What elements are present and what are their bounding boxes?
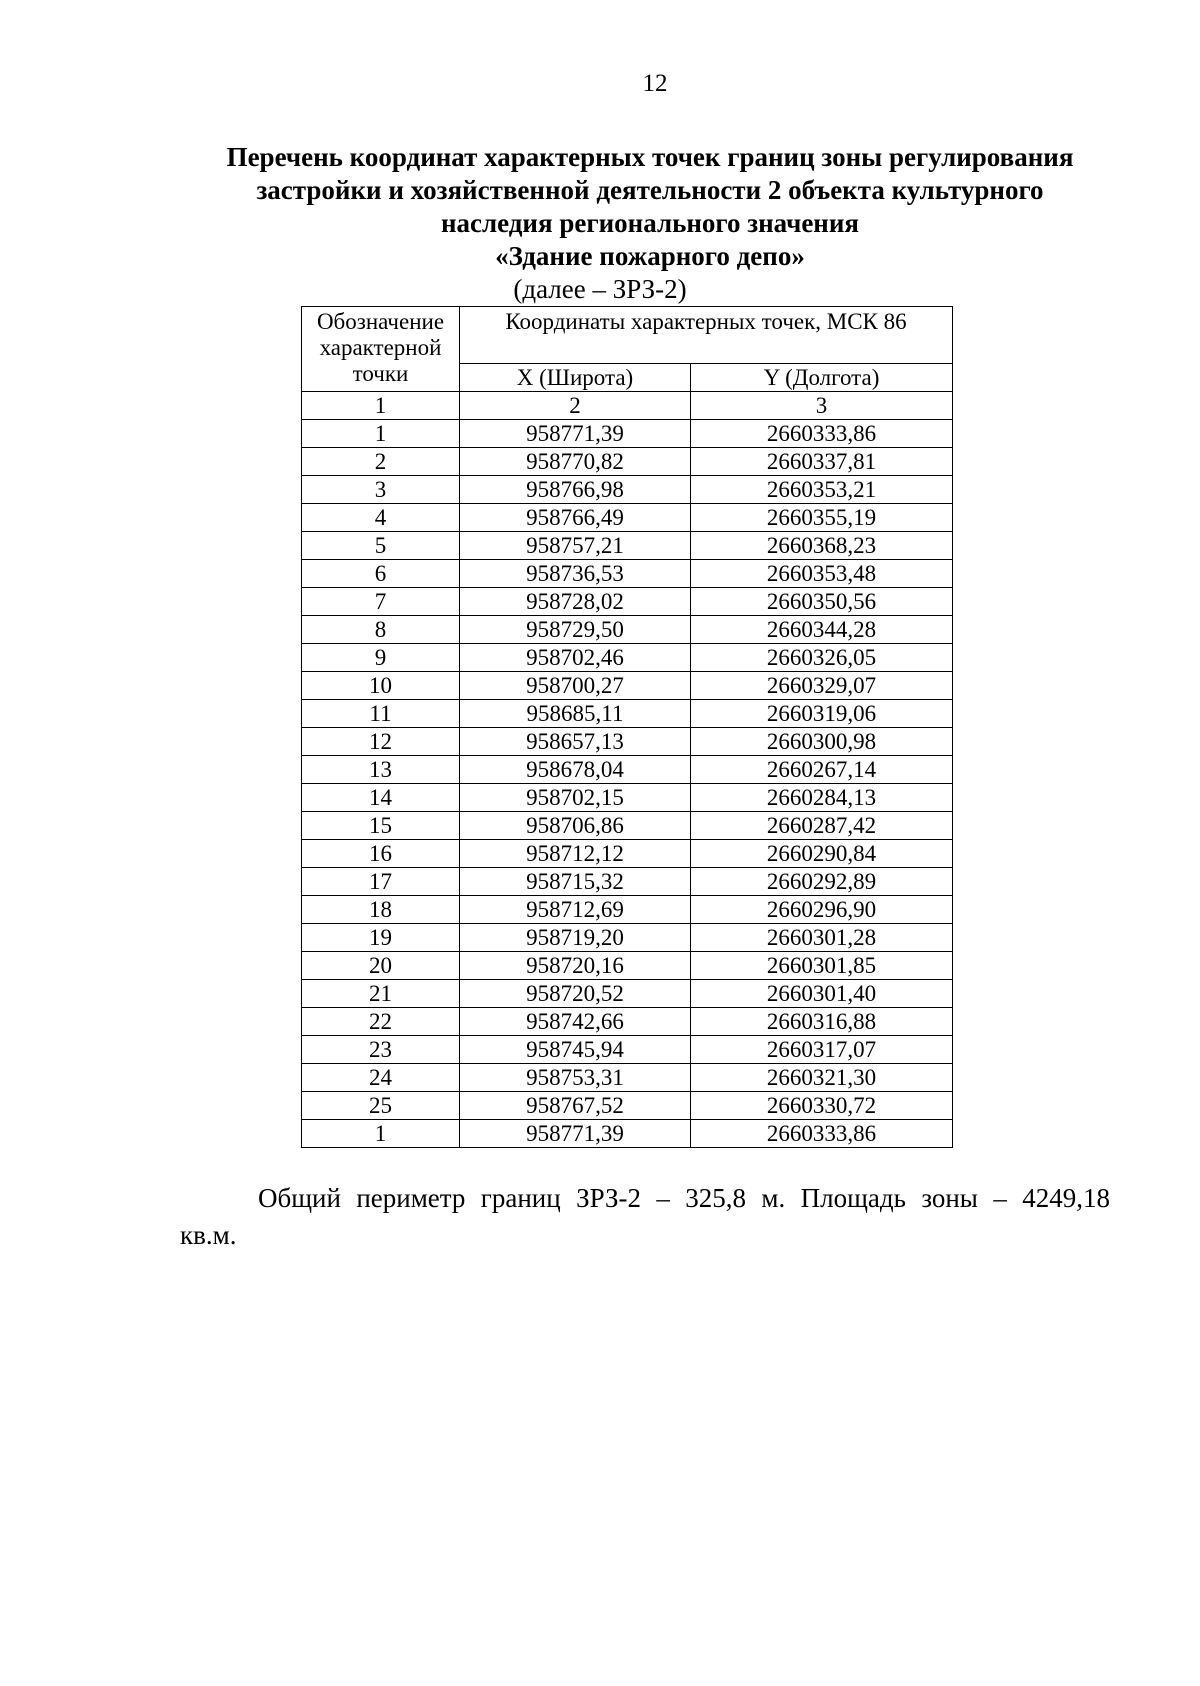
y-cell: 2660267,14 xyxy=(691,756,953,784)
title-line: застройки и хозяйственной деятельности 2 объекта культурного xyxy=(256,175,1044,205)
x-cell: 958736,53 xyxy=(460,560,691,588)
table-row xyxy=(302,924,953,952)
x-cell: 958729,50 xyxy=(460,616,691,644)
table-row xyxy=(302,448,953,476)
point-cell: 16 xyxy=(302,840,460,868)
point-cell: 17 xyxy=(302,868,460,896)
y-cell: 2660319,06 xyxy=(691,700,953,728)
table-column-numbers-row xyxy=(302,392,953,420)
table-row xyxy=(302,812,953,840)
table-row xyxy=(302,616,953,644)
point-cell: 20 xyxy=(302,952,460,980)
point-cell: 11 xyxy=(302,700,460,728)
y-cell: 2660368,23 xyxy=(691,532,953,560)
table-row xyxy=(302,644,953,672)
y-cell: 2660329,07 xyxy=(691,672,953,700)
point-cell: 2 xyxy=(302,448,460,476)
point-cell: 13 xyxy=(302,756,460,784)
table-row xyxy=(302,700,953,728)
x-cell: 958766,49 xyxy=(460,504,691,532)
table-row xyxy=(302,1092,953,1120)
table-row xyxy=(302,784,953,812)
point-cell: 12 xyxy=(302,728,460,756)
table-row xyxy=(302,672,953,700)
table-row xyxy=(302,980,953,1008)
x-cell: 958719,20 xyxy=(460,924,691,952)
x-cell: 958771,39 xyxy=(460,420,691,448)
table-header-row xyxy=(302,307,953,364)
y-cell: 2660287,42 xyxy=(691,812,953,840)
y-cell: 2660353,48 xyxy=(691,560,953,588)
y-cell: 2660316,88 xyxy=(691,1008,953,1036)
point-cell: 3 xyxy=(302,476,460,504)
x-cell: 958706,86 xyxy=(460,812,691,840)
table-row xyxy=(302,728,953,756)
x-cell: 958771,39 xyxy=(460,1120,691,1148)
summary-line: Общий периметр границ ЗРЗ-2 – 325,8 м. Площадь зоны – 4249,18 xyxy=(258,1183,1110,1213)
y-cell: 2660350,56 xyxy=(691,588,953,616)
x-cell: 958742,66 xyxy=(460,1008,691,1036)
table-row xyxy=(302,756,953,784)
page-number: 12 xyxy=(642,70,668,97)
table-row xyxy=(302,476,953,504)
point-cell: 10 xyxy=(302,672,460,700)
table-row xyxy=(302,952,953,980)
x-cell: 958700,27 xyxy=(460,672,691,700)
table-row xyxy=(302,560,953,588)
x-cell: 958766,98 xyxy=(460,476,691,504)
y-cell: 2660333,86 xyxy=(691,1120,953,1148)
x-cell: 958720,52 xyxy=(460,980,691,1008)
y-cell: 2660330,72 xyxy=(691,1092,953,1120)
column-number: 2 xyxy=(460,392,691,420)
y-cell: 2660333,86 xyxy=(691,420,953,448)
y-cell: 2660344,28 xyxy=(691,616,953,644)
x-cell: 958770,82 xyxy=(460,448,691,476)
point-cell: 5 xyxy=(302,532,460,560)
y-cell: 2660296,90 xyxy=(691,896,953,924)
y-cell: 2660290,84 xyxy=(691,840,953,868)
y-cell: 2660321,30 xyxy=(691,1064,953,1092)
y-cell: 2660353,21 xyxy=(691,476,953,504)
x-cell: 958728,02 xyxy=(460,588,691,616)
point-cell: 6 xyxy=(302,560,460,588)
table-row xyxy=(302,1008,953,1036)
header-coordinates: Координаты характерных точек, МСК 86 xyxy=(460,307,953,364)
column-number: 1 xyxy=(302,392,460,420)
x-cell: 958685,11 xyxy=(460,700,691,728)
table-row xyxy=(302,1120,953,1148)
title-line: наследия регионального значения xyxy=(440,208,860,238)
title-line: «Здание пожарного депо» xyxy=(495,241,805,271)
title-line: Перечень координат характерных точек границ зоны регулирования xyxy=(226,142,1074,172)
x-cell: 958712,69 xyxy=(460,896,691,924)
x-cell: 958702,46 xyxy=(460,644,691,672)
x-cell: 958678,04 xyxy=(460,756,691,784)
point-cell: 18 xyxy=(302,896,460,924)
document-title xyxy=(150,141,1150,273)
y-cell: 2660300,98 xyxy=(691,728,953,756)
point-cell: 24 xyxy=(302,1064,460,1092)
x-cell: 958745,94 xyxy=(460,1036,691,1064)
x-cell: 958712,12 xyxy=(460,840,691,868)
x-cell: 958757,21 xyxy=(460,532,691,560)
x-cell: 958702,15 xyxy=(460,784,691,812)
y-cell: 2660326,05 xyxy=(691,644,953,672)
point-cell: 21 xyxy=(302,980,460,1008)
y-cell: 2660355,19 xyxy=(691,504,953,532)
column-number: 3 xyxy=(691,392,953,420)
y-cell: 2660301,85 xyxy=(691,952,953,980)
point-cell: 8 xyxy=(302,616,460,644)
y-cell: 2660337,81 xyxy=(691,448,953,476)
table-row xyxy=(302,420,953,448)
y-cell: 2660301,28 xyxy=(691,924,953,952)
x-cell: 958715,32 xyxy=(460,868,691,896)
header-y: Y (Долгота) xyxy=(691,364,953,392)
table-row xyxy=(302,1036,953,1064)
x-cell: 958720,16 xyxy=(460,952,691,980)
point-cell: 14 xyxy=(302,784,460,812)
table-row xyxy=(302,532,953,560)
table-row xyxy=(302,868,953,896)
point-cell: 9 xyxy=(302,644,460,672)
y-cell: 2660301,40 xyxy=(691,980,953,1008)
y-cell: 2660292,89 xyxy=(691,868,953,896)
x-cell: 958753,31 xyxy=(460,1064,691,1092)
x-cell: 958767,52 xyxy=(460,1092,691,1120)
y-cell: 2660284,13 xyxy=(691,784,953,812)
point-cell: 7 xyxy=(302,588,460,616)
table-row xyxy=(302,504,953,532)
coordinates-table xyxy=(301,306,953,1148)
table-row xyxy=(302,840,953,868)
table-row xyxy=(302,588,953,616)
point-cell: 22 xyxy=(302,1008,460,1036)
y-cell: 2660317,07 xyxy=(691,1036,953,1064)
point-cell: 23 xyxy=(302,1036,460,1064)
point-cell: 19 xyxy=(302,924,460,952)
summary-text xyxy=(180,1180,1110,1254)
point-cell: 1 xyxy=(302,1120,460,1148)
point-cell: 4 xyxy=(302,504,460,532)
header-point-designation: Обозначение характерной точки xyxy=(302,307,460,392)
table-row xyxy=(302,896,953,924)
point-cell: 25 xyxy=(302,1092,460,1120)
point-cell: 15 xyxy=(302,812,460,840)
summary-line: кв.м. xyxy=(180,1220,237,1250)
x-cell: 958657,13 xyxy=(460,728,691,756)
point-cell: 1 xyxy=(302,420,460,448)
table-row xyxy=(302,1064,953,1092)
document-subtitle: (далее – ЗРЗ-2) xyxy=(513,274,687,304)
header-x: X (Широта) xyxy=(460,364,691,392)
